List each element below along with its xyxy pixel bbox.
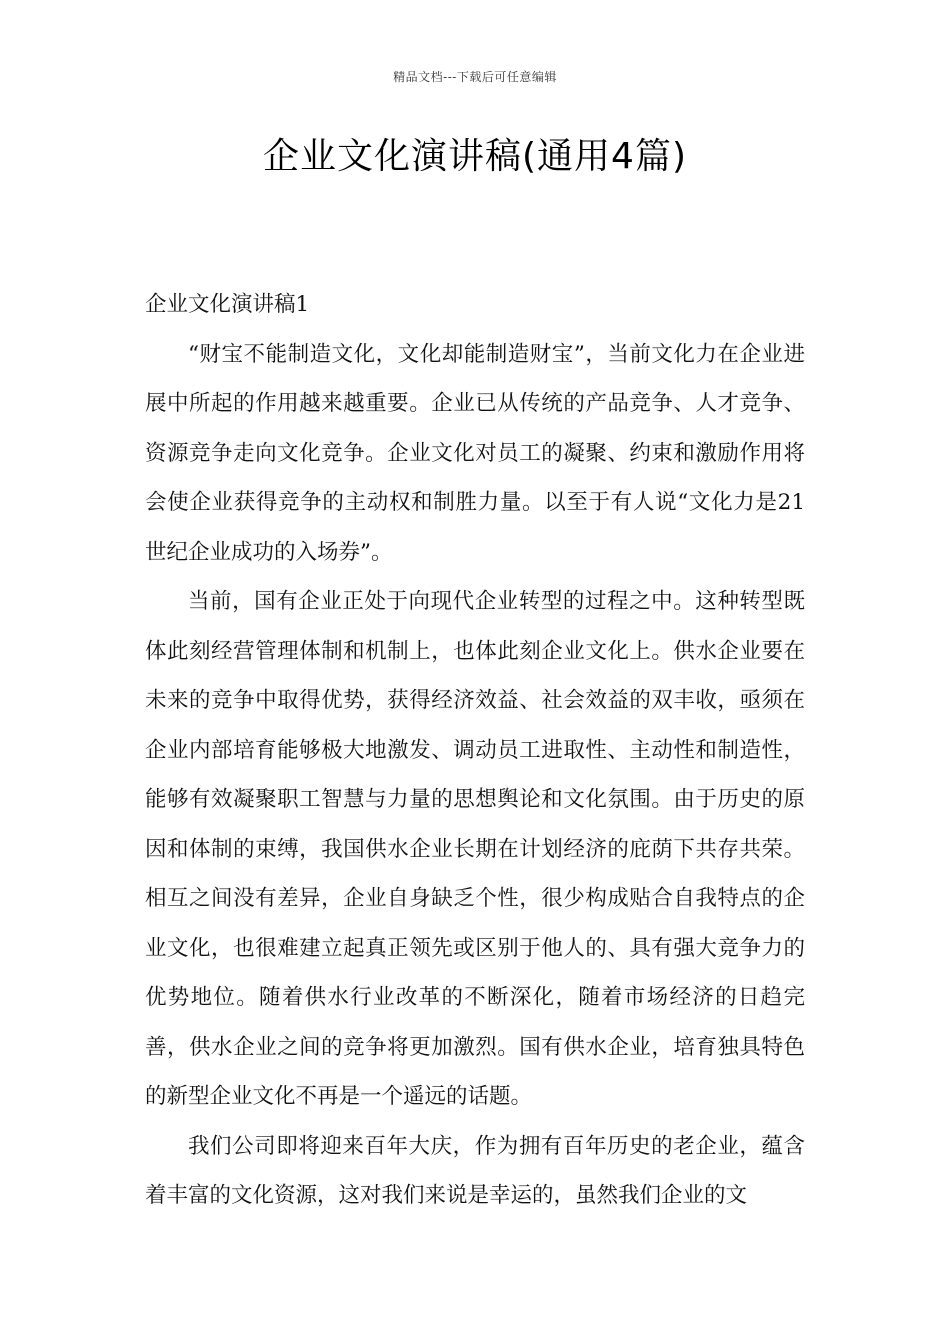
- paragraph: 我们公司即将迎来百年大庆，作为拥有百年历史的老企业，蕴含着丰富的文化资源，这对我们来说是幸运的，虽然我们企业的文: [145, 1133, 805, 1208]
- paragraph: “财宝不能制造文化，文化却能制造财宝”，当前文化力在企业进展中所起的作用越来越重要。企业已从传统的产品竞争、人才竞争、资源竞争走向文化竞争。企业文化对员工的凝聚、约束和激励作用将会使企业获得竞争的主动权和制胜力量。以至于有人说“文化力是21世纪企业成功的入场券”。: [145, 341, 805, 565]
- paragraph: 当前，国有企业正处于向现代企业转型的过程之中。这种转型既体此刻经营管理体制和机制上，也体此刻企业文化上。供水企业要在未来的竞争中取得优势，获得经济效益、社会效益的双丰收，亟须在企业内部培育能够极大地激发、调动员工进取性、主动性和制造性，能够有效凝聚职工智慧与力量的思想舆论和文化氛围。由于历史的原因和体制的束缚，我国供水企业长期在计划经济的庇荫下共存共荣。相互之间没有差异，企业自身缺乏个性，很少构成贴合自我特点的企业文化，也很难建立起真正领先或区别于他人的、具有强大竞争力的优势地位。随着供水行业改革的不断深化，随着市场经济的日趋完善，供水企业之间的竞争将更加激烈。国有供水企业，培育独具特色的新型企业文化不再是一个遥远的话题。: [145, 589, 805, 1109]
- section-heading: 企业文化演讲稿1: [145, 292, 310, 317]
- header-note: 精品文档---下载后可任意编辑: [393, 70, 557, 84]
- document-title: 企业文化演讲稿(通用4篇): [263, 136, 687, 177]
- document-body: [145, 280, 805, 1221]
